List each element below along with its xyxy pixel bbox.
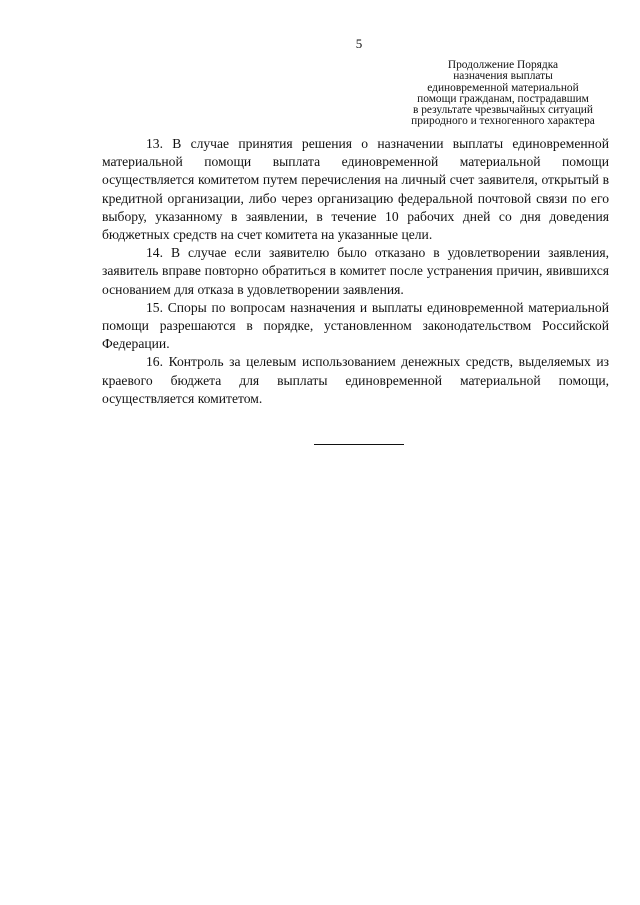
header-line: назначения выплаты <box>453 70 553 83</box>
header-line: Продолжение Порядка <box>447 59 559 71</box>
header-line: природного и техногенного характера <box>411 115 595 128</box>
document-header <box>392 60 614 128</box>
paragraph-15: 15. Споры по вопросам назначения и выплаты единовременной материальной помощи разрешаются в порядке, установленном законодательством Российской Федерации. <box>102 299 609 352</box>
closing-rule <box>314 444 404 445</box>
paragraph-14: 14. В случае если заявителю было отказано в удовлетворении заявления, заявитель вправе повторно обратиться в комитет после устранения причин, явившихся основанием для отказа в удовлетворении заявления. <box>102 245 609 297</box>
document-body <box>102 135 609 408</box>
header-line: единовременной материальной <box>427 81 579 94</box>
paragraph-16: 16. Контроль за целевым использованием денежных средств, выделяемых из краевого бюджета для выплаты единовременной материальной помощи, осуществляется комитетом. <box>102 354 609 406</box>
page-number: 5 <box>355 36 363 51</box>
paragraph-13: 13. В случае принятия решения о назначении выплаты единовременной материальной помощи выплата единовременной материальной помощи осуществляется комитетом путем перечисления на личный счет заявителя, открытый в кредитной организации, либо через организацию федеральной почтовой связи по его выбору, указанному в заявлении, в течение 10 рабочих дней со дня доведения бюджетных средств на счет комитета на указанные цели. <box>102 136 609 243</box>
header-line: в результате чрезвычайных ситуаций <box>413 104 593 117</box>
header-line: помощи гражданам, пострадавшим <box>417 92 589 105</box>
